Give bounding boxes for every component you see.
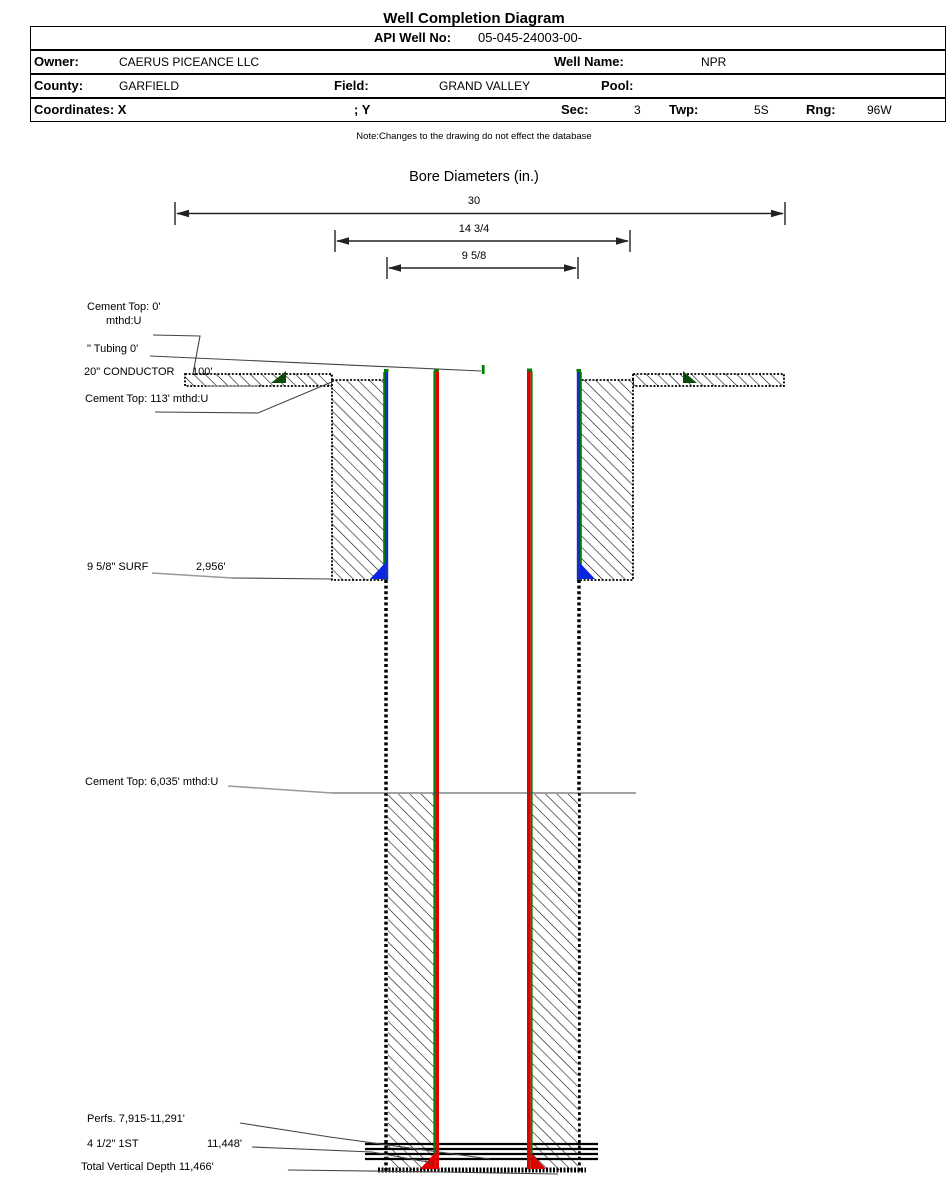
tubing-label: " Tubing 0': [87, 343, 139, 355]
surface-casing-depth: 2,956': [196, 561, 226, 573]
rng-label: Rng:: [806, 102, 836, 117]
cement-top-6035-label: Cement Top: 6,035' mthd:U: [85, 776, 219, 788]
county-value: GARFIELD: [119, 79, 180, 93]
twp-label: Twp:: [669, 102, 699, 117]
cement-top-113-label: Cement Top: 113' mthd:U: [85, 393, 209, 405]
surface-casing-strings: [370, 369, 595, 580]
well-name-value: NPR: [701, 55, 727, 69]
twp-value: 5S: [754, 103, 769, 117]
surface-casing-label: 9 5/8" SURF: [87, 561, 149, 573]
field-value: GRAND VALLEY: [439, 79, 531, 93]
production-casing-depth: 11,448': [207, 1138, 242, 1150]
dim-9-5-8-label: 9 5/8: [461, 250, 487, 262]
total-vertical-depth-label: Total Vertical Depth 11,466': [81, 1161, 214, 1173]
leader-cement-6035-gray: [228, 786, 332, 793]
owner-label: Owner:: [34, 54, 79, 69]
production-casing-strings: [420, 369, 546, 1170]
leader-surf-gray: [152, 573, 232, 578]
production-cement: [388, 794, 578, 1170]
conductor-label: 20" CONDUCTOR: [84, 366, 175, 378]
dim-30-label: 30: [467, 195, 481, 207]
rng-value: 96W: [867, 103, 892, 117]
bore-diameters-title: Bore Diameters (in.): [409, 169, 539, 185]
pool-label: Pool:: [601, 78, 634, 93]
page-title: Well Completion Diagram: [383, 10, 565, 27]
api-value: 05-045-24003-00-: [478, 30, 583, 45]
surface-cement: [332, 380, 633, 580]
dim-14-3-4-label: 14 3/4: [458, 223, 490, 235]
dimension-lines: [175, 202, 785, 279]
sec-value: 3: [634, 103, 641, 117]
field-label: Field:: [334, 78, 369, 93]
tubing-hanger-tick: [482, 365, 485, 374]
cement-top-0-method: mthd:U: [106, 315, 142, 327]
conductor-depth: 100': [192, 366, 213, 378]
county-label: County:: [34, 78, 84, 93]
api-label: API Well No:: [374, 30, 452, 45]
well-name-label: Well Name:: [554, 54, 624, 69]
leader-surf: [232, 578, 331, 579]
production-casing-label: 4 1/2" 1ST: [87, 1138, 139, 1150]
sec-label: Sec:: [561, 102, 589, 117]
database-note: Note:Changes to the drawing do not effect the database: [356, 131, 592, 142]
coordinates-label: Coordinates: X: [34, 102, 127, 117]
perforations-label: Perfs. 7,915-11,291': [87, 1113, 185, 1125]
owner-value: CAERUS PICEANCE LLC: [119, 55, 260, 69]
coordinates-y-label: ; Y: [354, 102, 371, 117]
leader-tvd: [288, 1170, 558, 1174]
cement-top-0-label: Cement Top: 0': [87, 301, 161, 313]
